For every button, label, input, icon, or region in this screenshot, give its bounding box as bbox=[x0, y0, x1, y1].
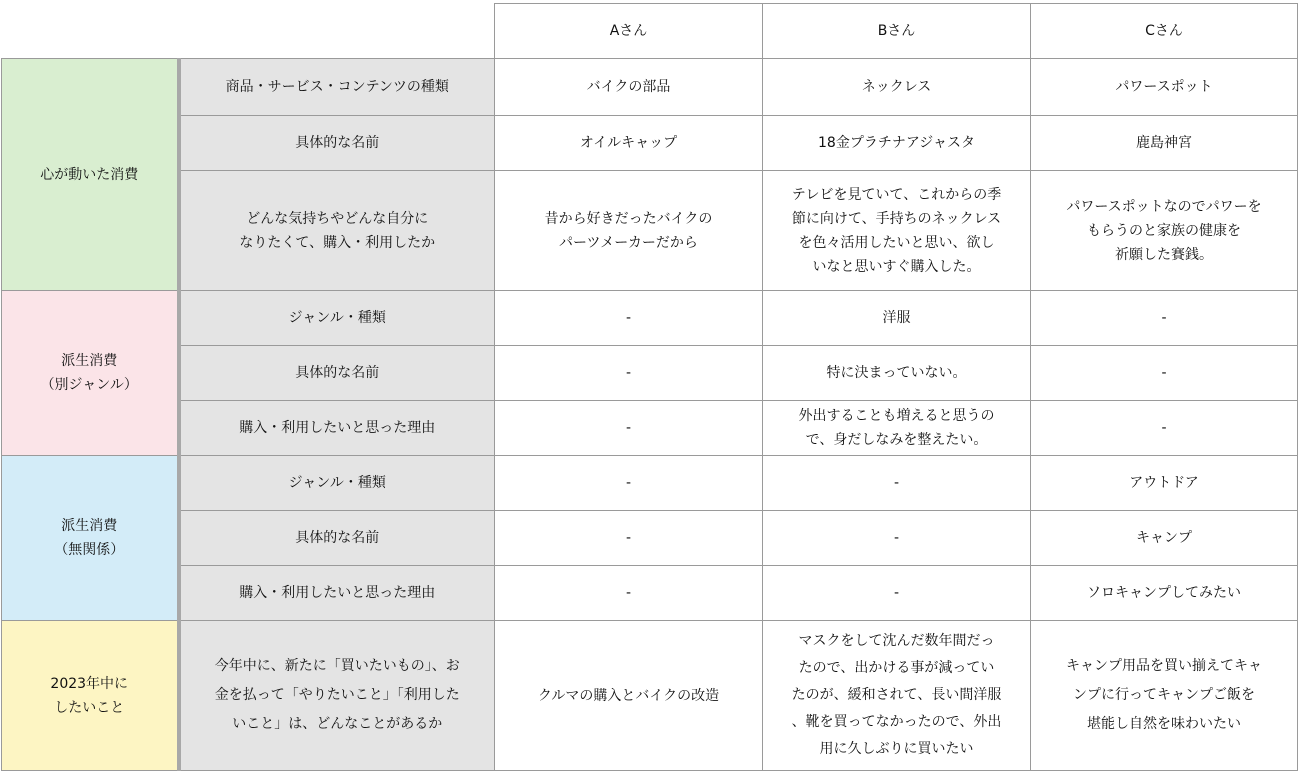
cell-c: - bbox=[1031, 401, 1298, 456]
section-title-derived-other-genre: 派生消費 （別ジャンル） bbox=[2, 291, 179, 456]
cell-b: - bbox=[763, 456, 1031, 511]
section-title-moved-consumption: 心が動いた消費 bbox=[2, 59, 179, 291]
row-label: 商品・サービス・コンテンツの種類 bbox=[179, 59, 495, 116]
table-row bbox=[2, 456, 1298, 511]
cell-b: 特に決まっていない。 bbox=[763, 346, 1031, 401]
section-title-derived-unrelated: 派生消費 （無関係） bbox=[2, 456, 179, 621]
table-row bbox=[2, 291, 1298, 346]
cell-a: - bbox=[495, 346, 763, 401]
cell-c: - bbox=[1031, 291, 1298, 346]
row-label: 購入・利用したいと思った理由 bbox=[179, 401, 495, 456]
header-person-a: Aさん bbox=[495, 4, 763, 59]
cell-b: 外出することも増えると思うの で、身だしなみを整えたい。 bbox=[763, 401, 1031, 456]
cell-c: ソロキャンプしてみたい bbox=[1031, 566, 1298, 621]
cell-b: ネックレス bbox=[763, 59, 1031, 116]
row-label: 具体的な名前 bbox=[179, 511, 495, 566]
row-label: 購入・利用したいと思った理由 bbox=[179, 566, 495, 621]
cell-c: キャンプ bbox=[1031, 511, 1298, 566]
header-person-c: Cさん bbox=[1031, 4, 1298, 59]
table-row bbox=[2, 116, 1298, 171]
header-row bbox=[2, 4, 1298, 59]
row-label: 具体的な名前 bbox=[179, 346, 495, 401]
row-label: どんな気持ちやどんな自分に なりたくて、購入・利用したか bbox=[179, 171, 495, 291]
row-label: 今年中に、新たに「買いたいもの」、お 金を払って「やりたいこと」「利用した いこと」は、どんなことがあるか bbox=[179, 621, 495, 771]
header-blank-cell bbox=[2, 4, 495, 59]
cell-a: - bbox=[495, 291, 763, 346]
table-row bbox=[2, 511, 1298, 566]
table-row bbox=[2, 59, 1298, 116]
cell-a: - bbox=[495, 566, 763, 621]
cell-b: 18金プラチナアジャスタ bbox=[763, 116, 1031, 171]
cell-a: - bbox=[495, 401, 763, 456]
cell-c: 鹿島神宮 bbox=[1031, 116, 1298, 171]
cell-a: オイルキャップ bbox=[495, 116, 763, 171]
cell-b: テレビを見ていて、これからの季 節に向けて、手持ちのネックレス を色々活用したいと思い、欲し いなと思いすぐ購入した。 bbox=[763, 171, 1031, 291]
cell-c: キャンプ用品を買い揃えてキャ ンプに行ってキャンプご飯を 堪能し自然を味わいたい bbox=[1031, 621, 1298, 771]
section-title-plans-2023: 2023年中に したいこと bbox=[2, 621, 179, 771]
cell-c: パワースポット bbox=[1031, 59, 1298, 116]
cell-a: - bbox=[495, 511, 763, 566]
cell-a: クルマの購入とバイクの改造 bbox=[495, 621, 763, 771]
cell-b: マスクをして沈んだ数年間だっ たので、出かける事が減ってい たのが、緩和されて、長い間洋服 、靴を買ってなかったので、外出 用に久しぶりに買いたい bbox=[763, 621, 1031, 771]
table-row bbox=[2, 621, 1298, 771]
cell-c: パワースポットなのでパワーを もらうのと家族の健康を 祈願した賽銭。 bbox=[1031, 171, 1298, 291]
cell-b: - bbox=[763, 511, 1031, 566]
table-row bbox=[2, 566, 1298, 621]
cell-a: バイクの部品 bbox=[495, 59, 763, 116]
row-label: 具体的な名前 bbox=[179, 116, 495, 171]
cell-c: - bbox=[1031, 346, 1298, 401]
cell-b: - bbox=[763, 566, 1031, 621]
row-label: ジャンル・種類 bbox=[179, 291, 495, 346]
cell-c: アウトドア bbox=[1031, 456, 1298, 511]
cell-b: 洋服 bbox=[763, 291, 1031, 346]
table-row bbox=[2, 346, 1298, 401]
cell-a: - bbox=[495, 456, 763, 511]
table-row bbox=[2, 401, 1298, 456]
table-row bbox=[2, 171, 1298, 291]
header-person-b: Bさん bbox=[763, 4, 1031, 59]
row-label: ジャンル・種類 bbox=[179, 456, 495, 511]
survey-table bbox=[1, 3, 1298, 771]
cell-a: 昔から好きだったバイクの パーツメーカーだから bbox=[495, 171, 763, 291]
